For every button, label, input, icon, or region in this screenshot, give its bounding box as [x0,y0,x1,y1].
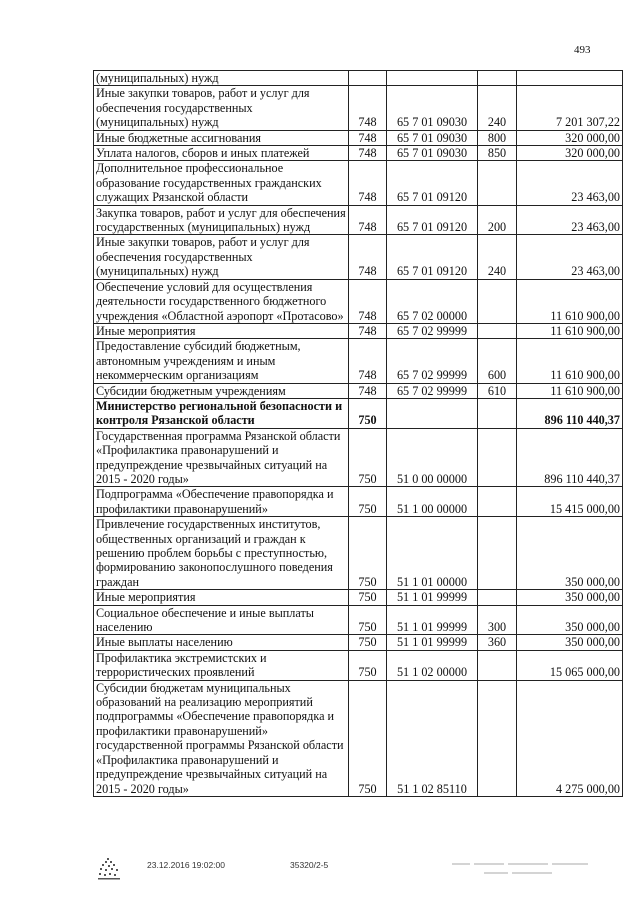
item-name-cell: Привлечение государственных институтов, общественных организаций и граждан к решению проблем борьбы с преступностью, формированию законопослушного поведения граждан [94,517,349,590]
expense-type-cell: 610 [478,383,517,398]
expense-type-cell: 240 [478,235,517,279]
target-article-cell: 65 7 01 09120 [387,235,478,279]
amount-cell: 896 110 440,37 [517,428,623,487]
target-article-cell: 51 1 02 00000 [387,650,478,680]
amount-cell: 350 000,00 [517,590,623,605]
agency-code-cell: 748 [349,279,387,323]
amount-cell: 320 000,00 [517,130,623,145]
expense-type-cell: 360 [478,635,517,650]
agency-code-cell: 750 [349,517,387,590]
table-row [94,279,623,323]
table-row [94,680,623,796]
target-article-cell: 65 7 02 99999 [387,323,478,338]
agency-code-cell: 748 [349,235,387,279]
item-name-cell: Профилактика экстремистских и террористических проявлений [94,650,349,680]
amount-cell: 320 000,00 [517,146,623,161]
agency-code-cell: 748 [349,86,387,130]
amount-cell: 350 000,00 [517,517,623,590]
amount-cell: 350 000,00 [517,635,623,650]
item-name-cell: Субсидии бюджетным учреждениям [94,383,349,398]
item-name-cell: Дополнительное профессиональное образование государственных гражданских служащих Рязанской области [94,161,349,205]
amount-cell: 4 275 000,00 [517,680,623,796]
agency-code-cell: 748 [349,161,387,205]
item-name-cell: Закупка товаров, работ и услуг для обеспечения государственных (муниципальных) нужд [94,205,349,235]
item-name-cell: Министерство региональной безопасности и контроля Рязанской области [94,398,349,428]
target-article-cell: 65 7 02 99999 [387,383,478,398]
amount-cell: 11 610 900,00 [517,279,623,323]
table-row [94,398,623,428]
amount-cell: 11 610 900,00 [517,323,623,338]
target-article-cell: 51 1 01 99999 [387,605,478,635]
target-article-cell: 51 1 02 85110 [387,680,478,796]
amount-cell: 23 463,00 [517,235,623,279]
expense-type-cell [478,161,517,205]
agency-code-cell: 748 [349,323,387,338]
expense-type-cell [478,398,517,428]
expense-type-cell: 300 [478,605,517,635]
agency-code-cell: 750 [349,635,387,650]
target-article-cell: 65 7 01 09030 [387,146,478,161]
faint-stamp-mark [448,857,598,879]
table-row [94,487,623,517]
target-article-cell [387,398,478,428]
target-article-cell: 51 1 00 00000 [387,487,478,517]
table-row [94,71,623,86]
table-row [94,86,623,130]
amount-cell: 15 415 000,00 [517,487,623,517]
expense-type-cell [478,279,517,323]
item-name-cell: Иные закупки товаров, работ и услуг для обеспечения государственных (муниципальных) нужд [94,235,349,279]
target-article-cell [387,71,478,86]
item-name-cell: (муниципальных) нужд [94,71,349,86]
table-row [94,205,623,235]
item-name-cell: Уплата налогов, сборов и иных платежей [94,146,349,161]
expense-type-cell [478,428,517,487]
target-article-cell: 51 1 01 99999 [387,635,478,650]
item-name-cell: Обеспечение условий для осуществления деятельности государственного бюджетного учреждения «Областной аэропорт «Протасово» [94,279,349,323]
table-row [94,130,623,145]
expense-type-cell [478,517,517,590]
item-name-cell: Иные выплаты населению [94,635,349,650]
item-name-cell: Иные мероприятия [94,590,349,605]
expense-type-cell: 200 [478,205,517,235]
target-article-cell: 65 7 01 09120 [387,205,478,235]
agency-code-cell: 748 [349,205,387,235]
amount-cell: 350 000,00 [517,605,623,635]
budget-table [93,70,623,797]
target-article-cell: 51 0 00 00000 [387,428,478,487]
item-name-cell: Иные закупки товаров, работ и услуг для обеспечения государственных (муниципальных) нужд [94,86,349,130]
expense-type-cell: 800 [478,130,517,145]
expense-type-cell: 850 [478,146,517,161]
table-row [94,590,623,605]
amount-cell: 7 201 307,22 [517,86,623,130]
target-article-cell: 65 7 01 09030 [387,130,478,145]
expense-type-cell: 240 [478,86,517,130]
item-name-cell: Субсидии бюджетам муниципальных образований на реализацию мероприятий подпрограммы «Обеспечение правопорядка и профилактики правонарушений» государственной программы Рязанской области «Профилактика правонарушений и предупреждение чрезвычайных ситуаций на 2015 - 2020 годы» [94,680,349,796]
expense-type-cell [478,71,517,86]
amount-cell [517,71,623,86]
table-row [94,339,623,383]
expense-type-cell [478,323,517,338]
amount-cell: 11 610 900,00 [517,339,623,383]
item-name-cell: Социальное обеспечение и иные выплаты населению [94,605,349,635]
footer-doc-number: 35320/2-5 [290,860,329,870]
amount-cell: 11 610 900,00 [517,383,623,398]
item-name-cell: Иные бюджетные ассигнования [94,130,349,145]
amount-cell: 15 065 000,00 [517,650,623,680]
table-row [94,517,623,590]
expense-type-cell: 600 [478,339,517,383]
agency-code-cell: 750 [349,650,387,680]
agency-code-cell: 748 [349,383,387,398]
item-name-cell: Иные мероприятия [94,323,349,338]
table-row [94,635,623,650]
agency-code-cell: 750 [349,590,387,605]
amount-cell: 23 463,00 [517,161,623,205]
amount-cell: 23 463,00 [517,205,623,235]
stamp-icon [96,856,122,882]
expense-type-cell [478,590,517,605]
agency-code-cell: 750 [349,398,387,428]
target-article-cell: 65 7 02 00000 [387,279,478,323]
agency-code-cell: 748 [349,130,387,145]
expense-type-cell [478,487,517,517]
table-row [94,323,623,338]
budget-table-body [94,71,623,797]
agency-code-cell: 748 [349,339,387,383]
table-row [94,383,623,398]
target-article-cell: 51 1 01 99999 [387,590,478,605]
agency-code-cell: 750 [349,428,387,487]
agency-code-cell [349,71,387,86]
target-article-cell: 51 1 01 00000 [387,517,478,590]
amount-cell: 896 110 440,37 [517,398,623,428]
footer-date: 23.12.2016 19:02:00 [147,860,225,870]
expense-type-cell [478,650,517,680]
table-row [94,146,623,161]
table-row [94,161,623,205]
target-article-cell: 65 7 02 99999 [387,339,478,383]
item-name-cell: Государственная программа Рязанской области «Профилактика правонарушений и предупреждение чрезвычайных ситуаций на 2015 - 2020 годы» [94,428,349,487]
target-article-cell: 65 7 01 09030 [387,86,478,130]
table-row [94,235,623,279]
expense-type-cell [478,680,517,796]
agency-code-cell: 750 [349,680,387,796]
table-row [94,605,623,635]
item-name-cell: Предоставление субсидий бюджетным, автономным учреждениям и иным некоммерческим организациям [94,339,349,383]
page-number: 493 [574,44,591,56]
target-article-cell: 65 7 01 09120 [387,161,478,205]
table-row [94,428,623,487]
agency-code-cell: 748 [349,146,387,161]
agency-code-cell: 750 [349,487,387,517]
table-row [94,650,623,680]
item-name-cell: Подпрограмма «Обеспечение правопорядка и профилактики правонарушений» [94,487,349,517]
agency-code-cell: 750 [349,605,387,635]
